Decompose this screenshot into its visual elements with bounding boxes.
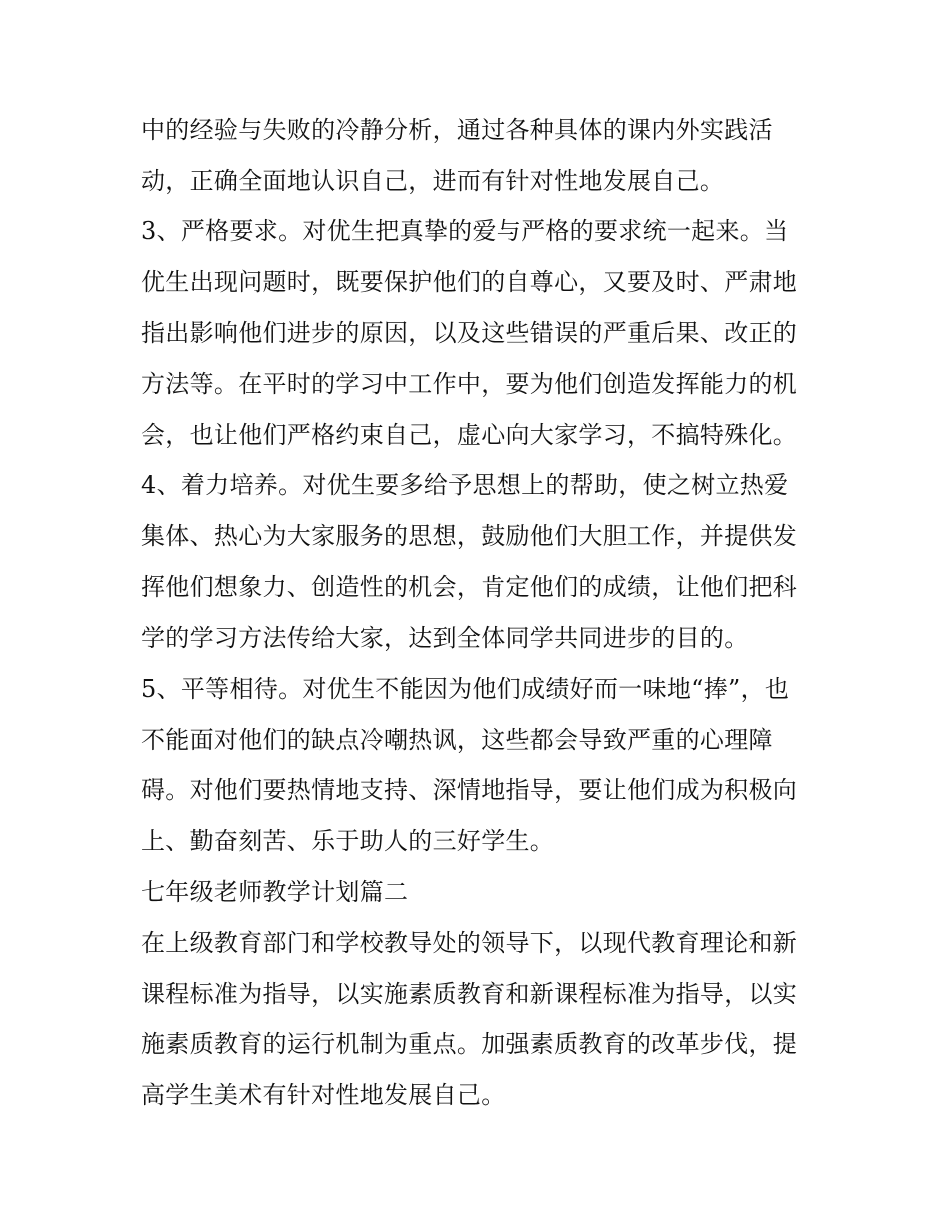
text-line: 集体、热心为大家服务的思想，鼓励他们大胆工作，并提供发 xyxy=(141,522,798,550)
text-line: 不能面对他们的缺点冷嘲热讽，这些都会导致严重的心理障 xyxy=(141,726,773,754)
text-line: 高学生美术有针对性地发展自己。 xyxy=(141,1081,506,1109)
text-line: 挥他们想象力、创造性的机会，肯定他们的成绩，让他们把科 xyxy=(141,573,798,601)
text-line: 在上级教育部门和学校教导处的领导下，以现代教育理论和新 xyxy=(141,929,798,957)
text-line: 3、严格要求。对优生把真挚的爱与严格的要求统一起来。当 xyxy=(141,217,789,245)
text-line: 上、勤奋刻苦、乐于助人的三好学生。 xyxy=(141,827,555,855)
section-heading: 七年级老师教学计划篇二 xyxy=(141,878,409,906)
text-line: 课程标准为指导，以实施素质教育和新课程标准为指导，以实 xyxy=(141,980,798,1008)
text-line: 5、平等相待。对优生不能因为他们成绩好而一味地“捧”，也 xyxy=(141,675,790,703)
text-line: 中的经验与失败的冷静分析，通过各种具体的课内外实践活 xyxy=(141,116,773,144)
text-line: 碍。对他们要热情地支持、深情地指导，要让他们成为积极向 xyxy=(141,776,798,804)
text-line: 会，也让他们严格约束自己，虚心向大家学习，不搞特殊化。 xyxy=(141,421,798,449)
text-line: 施素质教育的运行机制为重点。加强素质教育的改革步伐，提 xyxy=(141,1030,798,1058)
text-line: 指出影响他们进步的原因，以及这些错误的严重后果、改正的 xyxy=(141,319,798,347)
text-line: 方法等。在平时的学习中工作中，要为他们创造发挥能力的机 xyxy=(141,370,798,398)
text-line: 学的学习方法传给大家，达到全体同学共同进步的目的。 xyxy=(141,624,749,652)
text-line: 动，正确全面地认识自己，进而有针对性地发展自己。 xyxy=(141,167,725,195)
text-line: 4、着力培养。对优生要多给予思想上的帮助，使之树立热爱 xyxy=(141,471,789,499)
text-line: 优生出现问题时，既要保护他们的自尊心，又要及时、严肃地 xyxy=(141,268,798,296)
